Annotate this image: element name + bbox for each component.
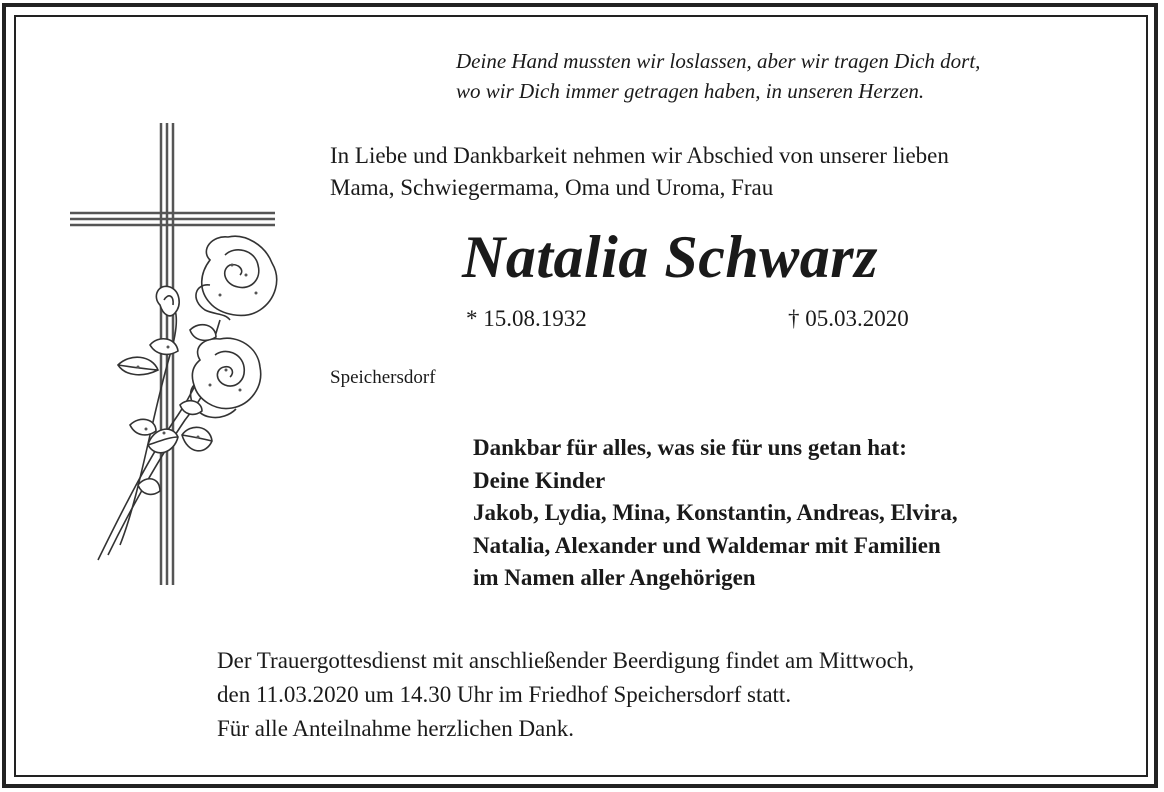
mourners-block — [473, 432, 958, 595]
service-line: den 11.03.2020 um 14.30 Uhr im Friedhof Speichersdorf statt. — [217, 682, 792, 707]
service-line: Der Trauergottesdienst mit anschließender Beerdigung findet am Mittwoch, — [217, 648, 915, 673]
mourners-line: Deine Kinder — [473, 467, 606, 493]
service-info — [217, 644, 914, 746]
service-line: Für alle Anteilnahme herzlichen Dank. — [217, 716, 575, 741]
intro-line: In Liebe und Dankbarkeit nehmen wir Abschied von unserer lieben — [330, 143, 949, 168]
cross-with-roses-icon — [60, 115, 290, 595]
motto-line: wo wir Dich immer getragen haben, in unseren Herzen. — [456, 79, 925, 103]
mourners-line: im Namen aller Angehörigen — [473, 565, 756, 590]
motto-quote — [456, 46, 980, 106]
birth-date: * 15.08.1932 — [466, 306, 587, 331]
intro-text — [330, 140, 949, 204]
motto-line: Deine Hand mussten wir loslassen, aber wir tragen Dich dort, — [456, 49, 981, 73]
intro-line: Mama, Schwiegermama, Oma und Uroma, Frau — [330, 175, 774, 200]
mourners-line: Natalia, Alexander und Waldemar mit Familien — [473, 532, 941, 558]
deceased-name: Natalia Schwarz — [462, 224, 878, 290]
death-date: † 05.03.2020 — [788, 306, 909, 331]
mourners-line: Dankbar für alles, was sie für uns getan hat: — [473, 435, 907, 460]
mourners-line: Jakob, Lydia, Mina, Konstantin, Andreas, Elvira, — [473, 500, 958, 525]
place-of-residence: Speichersdorf — [330, 367, 436, 388]
